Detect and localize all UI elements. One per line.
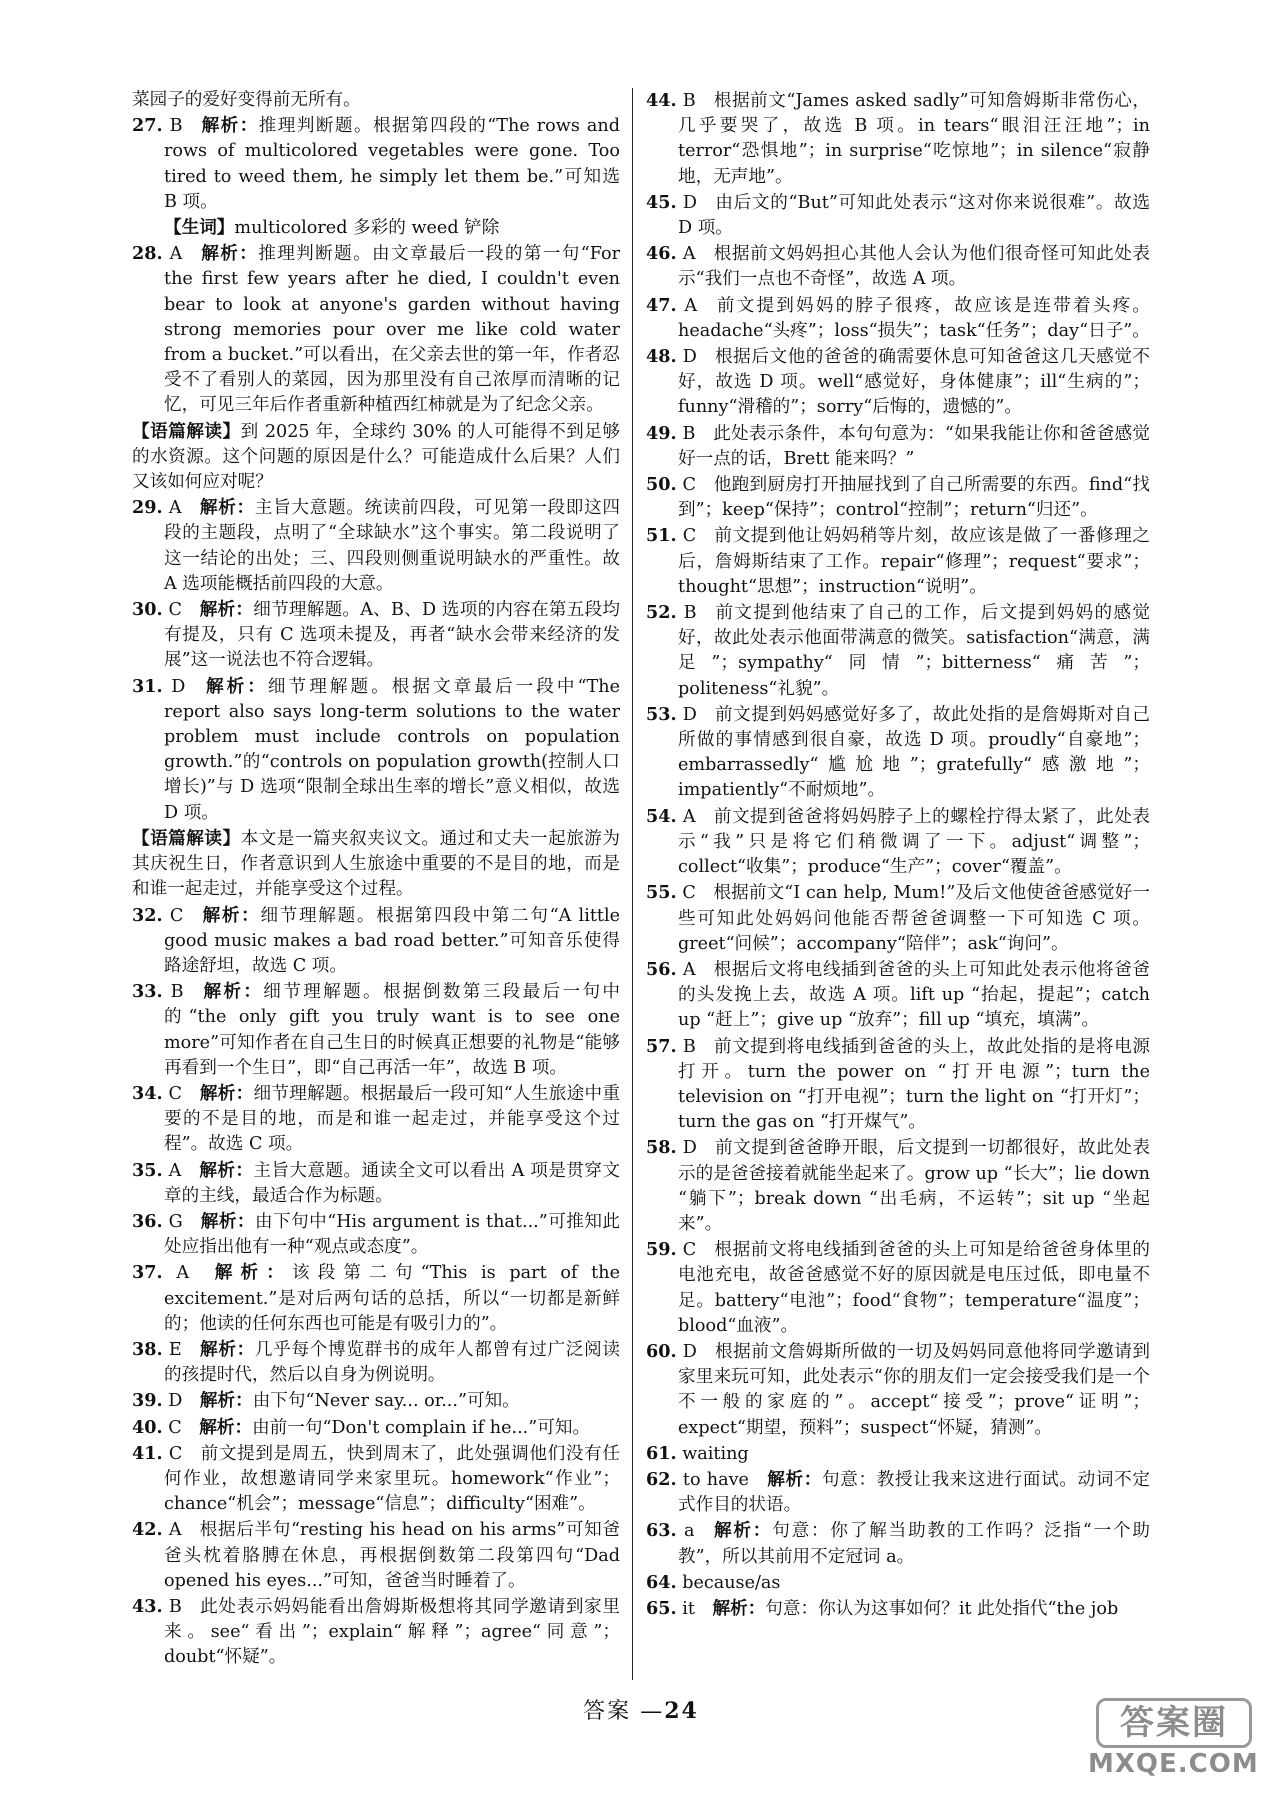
answer-choice: C — [682, 475, 696, 496]
explanation-text: 此处表示妈妈能看出詹姆斯极想将其同学邀请到家里来。see“看出”；explain“解释”；agree“同意”；doubt“怀疑”。 — [164, 1596, 620, 1668]
answer-choice: B — [682, 91, 696, 111]
question-number: 31. — [132, 675, 163, 697]
explanation-text: 该段第二句“This is part of the excitement.”是对后两句话的总括，所以“一切都是新鲜的；他读的任何东西也可能是有吸引力的”。 — [164, 1263, 620, 1334]
explanation-text: multicolored 多彩的 weed 铲除 — [234, 218, 500, 239]
answer-item — [646, 1518, 1150, 1569]
answer-choice: C — [682, 1240, 697, 1261]
answer-choice: D — [682, 1341, 697, 1362]
explanation-text: 句意：你了解当助教的工作吗？泛指“一个助教”，所以其前用不定冠词 a。 — [678, 1521, 1150, 1567]
answer-item — [132, 1441, 620, 1518]
explanation-text: 推理判断题。根据第四段的“The rows and rows of multicolored vegetables were gone. Too tired to weed them, he simply let them be.”可知选 B 项。 — [164, 116, 620, 212]
answer-item — [646, 88, 1150, 190]
answer-choice: C — [682, 883, 696, 904]
question-number: 55. — [646, 882, 677, 904]
answer-item — [132, 979, 620, 1081]
explanation-text: 前文提到妈妈感觉好多了，故此处指的是詹姆斯对自己所做的事情感到很自豪，故选 D 项。proudly“自豪地”；embarrassedly“尴尬地”；gratefully“感激地”；impatiently“不耐烦地”。 — [678, 704, 1150, 801]
analysis-label: 解析： — [200, 115, 259, 137]
right-items — [646, 88, 1150, 1622]
answer-item — [646, 1441, 1150, 1467]
question-number: 39. — [132, 1390, 163, 1412]
explanation-text: 细节理解题。A、B、D 选项的内容在第五段均有提及，只有 C 选项未提及，再者“缺水会带来经济的发展”这一说法也不符合逻辑。 — [164, 600, 620, 671]
answer-choice: D — [682, 192, 698, 213]
answer-item — [132, 1415, 620, 1441]
explanation-text: 由后文的“But”可知此处表示“这对你来说很难”。故选 D 项。 — [678, 192, 1150, 239]
analysis-label: 解析： — [199, 1416, 253, 1438]
explanation-text: 根据前文妈妈担心其他人会认为他们很奇怪可知此处表示“我们一点也不奇怪”，故选 A 项。 — [678, 244, 1150, 290]
answer-item — [646, 421, 1150, 472]
question-number: 64. — [646, 1571, 677, 1593]
left-items — [132, 113, 620, 1670]
answer-item — [646, 600, 1150, 702]
question-number: 41. — [132, 1442, 163, 1464]
explanation-text: 前文提到妈妈的脖子很疼，故应该是连带着头疼。headache“头疼”；loss“损失”；task“任务”；day“日子”。 — [678, 295, 1150, 341]
answer-item — [132, 113, 620, 215]
footer-dash: — — [640, 1699, 665, 1724]
answer-choice: A — [682, 244, 696, 265]
question-number: 43. — [132, 1595, 163, 1617]
explanation-text: 前文提到是周五，快到周末了，此处强调他们没有任何作业，故想邀请同学来家里玩。homework“作业”；chance“机会”；message“信息”；difficulty“困难”。 — [164, 1443, 620, 1515]
analysis-label: 解析： — [199, 243, 259, 265]
answer-item — [646, 472, 1150, 523]
explanation-text: 根据后文将电线插到爸爸的头上可知此处表示他将爸爸的头发挽上去，故选 A 项。lift up “抬起，提起”；catch up “赶上”；give up “放弃”；fill up “填充，填满”。 — [678, 959, 1150, 1031]
question-number: 52. — [646, 602, 677, 624]
question-number: 57. — [646, 1035, 677, 1057]
question-number: 30. — [132, 599, 163, 621]
answer-choice: G — [168, 1211, 183, 1232]
answer-choice: D — [171, 676, 186, 697]
column-divider — [632, 88, 633, 1680]
answer-item — [646, 1570, 1150, 1596]
explanation-text: 细节理解题。根据第四段中第二句“A little good music makes a bad road better.”可知音乐使得路途舒坦，故选 C 项。 — [164, 905, 620, 976]
question-number: 47. — [646, 294, 677, 316]
answer-item — [132, 1337, 620, 1388]
analysis-label: 解析： — [200, 1210, 255, 1232]
answer-item — [646, 241, 1150, 292]
answer-choice: A — [682, 806, 696, 827]
question-number: 38. — [132, 1338, 163, 1360]
answer-item — [646, 190, 1150, 241]
question-number: 40. — [132, 1416, 163, 1438]
explanation-text: 根据后半句“resting his head on his arms”可知爸爸头枕着胳膊在休息，再根据倒数第二段第四句“Dad opened his eyes...”可知，爸爸当时睡着了。 — [164, 1520, 620, 1591]
explanation-text: 推理判断题。由文章最后一段的第一句“For the first few years after he died, I couldn't even bear to look at anyone's garden without having strong memories pour over me like cold water from a bucket.”可以看出，在父亲去世的第一年，作者忍受不了看别人的菜园，因为那里没有自己浓厚而清晰的记忆，可见三年后作者重新种植西红柿就是为了纪念父亲。 — [164, 244, 620, 416]
explanation-text: 前文提到他让妈妈稍等片刻，故应该是做了一番修理之后，詹姆斯结束了工作。repair“修理”；request“要求”；thought“思想”；instruction“说明”。 — [678, 526, 1150, 597]
analysis-label: 解析： — [202, 675, 268, 697]
question-number: 48. — [646, 346, 677, 368]
answer-item — [132, 1594, 620, 1671]
answer-choice: D — [168, 1391, 183, 1412]
question-number: 58. — [646, 1137, 677, 1159]
explanation-text: 细节理解题。根据最后一段可知“人生旅途中重要的不是目的地，而是和谁一起走过，并能享受这个过程”。故选 C 项。 — [164, 1083, 620, 1155]
passage-summary — [132, 826, 620, 903]
section-tag: 【语篇解读】 — [132, 827, 241, 849]
answer-choice: B — [168, 1596, 182, 1617]
explanation-text: 前文提到爸爸睁开眼，后文提到一切都很好，故此处表示的是爸爸接着就能坐起来了。grow up “长大”；lie down “躺下”；break down “出毛病，不运转”；sit up “坐起来”。 — [678, 1138, 1150, 1234]
answer-choice: E — [168, 1339, 182, 1360]
explanation-text: 主旨大意题。通读全文可以看出 A 项是贯穿文章的主线，最适合作为标题。 — [164, 1160, 620, 1206]
answer-choice: to have — [682, 1469, 749, 1490]
explanation-text: 由下句“Never say... or...”可知。 — [252, 1391, 520, 1412]
question-number: 45. — [646, 191, 677, 213]
watermark-logo-url: MXQE.COM — [1088, 1749, 1259, 1779]
answer-item — [646, 702, 1150, 804]
answer-item — [646, 1339, 1150, 1441]
answer-item — [132, 1158, 620, 1209]
explanation-text: 几乎每个博览群书的成年人都曾有过广泛阅读的孩提时代，然后以自身为例说明。 — [164, 1339, 620, 1386]
explanation-text: 前文提到将电线插到爸爸的头上，故此处指的是将电源打开。turn the power on “打开电源”；turn the television on “打开电视”；turn the light on “打开灯”；turn the gas on “打开煤气”。 — [678, 1036, 1150, 1133]
explanation-text: 根据前文詹姆斯所做的一切及妈妈同意他将同学邀请到家里来玩可知，此处表示“你的朋友们一定会接受我们是一个不一般的家庭的”。accept“接受”；prove“证明”；expect“期望，预料”；suspect“怀疑，猜测”。 — [678, 1341, 1150, 1438]
answer-item — [646, 880, 1150, 957]
answer-choice: because/as — [682, 1572, 781, 1593]
answer-choice: A — [169, 244, 183, 265]
explanation-text: 此处表示条件，本句句意为：“如果我能让你和爸爸感觉好一点的话，Brett 能来吗？” — [678, 423, 1150, 469]
explanation-text: 根据前文将电线插到爸爸的头上可知是给爸爸身体里的电池充电，故爸爸感觉不好的原因就是电压过低，即电量不足。battery“电池”；food“食物”；temperature“温度”；blood“血液”。 — [678, 1240, 1150, 1336]
question-number: 49. — [646, 422, 677, 444]
answer-choice: C — [168, 600, 182, 621]
answer-item — [646, 1237, 1150, 1339]
answer-choice: B — [170, 982, 184, 1003]
question-number: 28. — [132, 243, 163, 265]
section-tag: 【生词】 — [164, 217, 235, 239]
analysis-label: 解析： — [199, 497, 255, 519]
answer-choice: B — [682, 423, 696, 444]
question-number: 34. — [132, 1082, 163, 1104]
answer-item — [132, 495, 620, 597]
question-number: 65. — [646, 1597, 677, 1619]
explanation-text: 本文是一篇夹叙夹议文。通过和丈夫一起旅游为其庆祝生日，作者意识到人生旅途中重要的不是目的地，而是和谁一起走过，并能享受这个过程。 — [132, 828, 620, 900]
explanation-text: 句意：教授让我来这进行面试。动词不定式作目的状语。 — [678, 1469, 1150, 1516]
question-number: 50. — [646, 474, 677, 496]
answer-item — [132, 1517, 620, 1594]
answer-choice: A — [682, 959, 696, 980]
analysis-label: 解析： — [712, 1520, 773, 1542]
watermark-logo-icon: 答案圈 — [1096, 1698, 1252, 1748]
answer-choice: A — [168, 1160, 182, 1181]
question-number: 62. — [646, 1468, 677, 1490]
analysis-label: 解析： — [712, 1597, 766, 1619]
explanation-text: 由下句中“His argument is that...”可推知此处应指出他有一种“观点或态度”。 — [164, 1211, 620, 1258]
analysis-label: 解析： — [199, 1338, 255, 1360]
answer-choice: C — [682, 526, 697, 547]
question-number: 42. — [132, 1519, 163, 1541]
explanation-text: 前文提到爸爸将妈妈脖子上的螺栓拧得太紧了，此处表示“我”只是将它们稍微调了一下。adjust“调整”；collect“收集”；produce“生产”；cover“覆盖”。 — [678, 806, 1150, 878]
answer-item — [646, 1034, 1150, 1136]
footer-label: 答案 — [583, 1699, 632, 1724]
passage-summary — [132, 419, 620, 496]
answer-item — [132, 1209, 620, 1260]
answer-choice: D — [682, 1138, 697, 1159]
explanation-text: 前文提到他结束了自己的工作，后文提到妈妈的感觉好，故此处表示他面带满意的微笑。satisfaction“满意，满足”；sympathy“同情”；bitterness“痛苦”；politeness“礼貌”。 — [678, 603, 1150, 699]
answer-choice: D — [682, 704, 697, 725]
vocab-note — [132, 215, 620, 241]
question-number: 29. — [132, 497, 163, 519]
answer-item — [132, 674, 620, 826]
intro-text: 菜园子的爱好变得前无所有。 — [132, 90, 361, 110]
watermark-logo — [1088, 1698, 1258, 1782]
question-number: 27. — [132, 115, 163, 137]
answer-choice: C — [168, 1083, 182, 1104]
section-tag: 【语篇解读】 — [132, 420, 241, 442]
question-number: 54. — [646, 805, 677, 827]
right-column — [646, 88, 1150, 1622]
answer-item — [132, 241, 620, 418]
left-column — [132, 88, 620, 1671]
question-number: 35. — [132, 1159, 163, 1181]
answer-choice: A — [168, 498, 182, 519]
answer-item — [646, 523, 1150, 600]
question-number: 53. — [646, 703, 677, 725]
answer-choice: D — [682, 347, 697, 368]
explanation-text: 他跑到厨房打开抽屉找到了自己所需要的东西。find“找到”；keep“保持”；control“控制”；return“归还”。 — [678, 475, 1150, 521]
answer-item — [646, 1596, 1150, 1622]
page-number: 24 — [664, 1698, 699, 1724]
answer-item — [132, 1081, 620, 1158]
answer-choice: C — [168, 1417, 182, 1438]
answer-item — [646, 344, 1150, 421]
question-number: 33. — [132, 981, 163, 1003]
analysis-label: 解析： — [766, 1468, 822, 1490]
answer-item — [132, 903, 620, 980]
question-number: 37. — [132, 1262, 163, 1284]
answer-choice: B — [682, 1036, 696, 1057]
answer-item — [646, 804, 1150, 881]
answer-item — [132, 1388, 620, 1414]
answer-choice: it — [682, 1598, 695, 1619]
question-number: 63. — [646, 1520, 677, 1542]
question-number: 56. — [646, 958, 677, 980]
explanation-text: 细节理解题。根据倒数第三段最后一句中的“the only gift you truly want is to see one more”可知作者在自己生日的时候真正想要的礼物是“能够再看到一个生日”，即“自己再活一年”，故选 B 项。 — [164, 982, 620, 1078]
answer-choice: a — [684, 1521, 695, 1542]
explanation-text: 根据前文“James asked sadly”可知詹姆斯非常伤心，几乎要哭了，故选 B 项。in tears“眼泪汪汪地”；in terror“恐惧地”；in surprise“吃惊地”；in silence“寂静地，无声地”。 — [678, 91, 1150, 187]
analysis-label: 解析： — [206, 1262, 292, 1284]
analysis-label: 解析： — [201, 981, 264, 1003]
answer-choice: B — [169, 116, 183, 137]
question-number: 59. — [646, 1239, 677, 1261]
question-number: 51. — [646, 525, 677, 547]
answer-item — [132, 1260, 620, 1337]
analysis-label: 解析： — [199, 1082, 254, 1104]
explanation-text: 到 2025 年，全球约 30% 的人可能得不到足够的水资源。这个问题的原因是什么？可能造成什么后果？人们又该如何应对呢？ — [132, 421, 620, 493]
answer-item — [646, 957, 1150, 1034]
answer-choice: B — [683, 603, 697, 624]
explanation-text: 细节理解题。根据文章最后一段中“The report also says long-term solutions to the water problem must include controls on population growth.”的“controls on population growth(控制人口增长)”与 D 选项“限制全球出生率的增长”意义相似，故选 D 项。 — [164, 676, 620, 823]
explanation-text: 句意：你认为这事如何？it 此处指代“the job — [765, 1598, 1119, 1619]
explanation-text: 根据前文“I can help, Mum!”及后文他使爸爸感觉好一些可知此处妈妈问他能否帮爸爸调整一下可知选 C 项。greet“问候”；accompany“陪伴”；ask“询问”。 — [678, 883, 1150, 954]
analysis-label: 解析： — [199, 599, 254, 621]
answer-choice: waiting — [682, 1443, 749, 1464]
explanation-text: 由前一句“Don't complain if he...”可知。 — [252, 1417, 591, 1438]
answer-item — [132, 597, 620, 674]
question-number: 61. — [646, 1442, 677, 1464]
question-number: 32. — [132, 904, 163, 926]
answer-item — [646, 293, 1150, 344]
answer-choice: A — [684, 295, 698, 316]
answer-choice: A — [176, 1263, 190, 1284]
analysis-label: 解析： — [198, 1159, 254, 1181]
analysis-label: 解析： — [200, 904, 261, 926]
answer-item — [646, 1467, 1150, 1518]
question-number: 44. — [646, 90, 677, 111]
answer-choice: A — [168, 1520, 182, 1541]
answer-choice: C — [168, 1443, 183, 1464]
question-number: 60. — [646, 1340, 677, 1362]
explanation-text: 根据后文他的爸爸的确需要休息可知爸爸这几天感觉不好，故选 D 项。well“感觉好，身体健康”；ill“生病的”；funny“滑稽的”；sorry“后悔的，遗憾的”。 — [678, 347, 1150, 418]
answer-item — [646, 1135, 1150, 1237]
answer-choice: C — [169, 905, 184, 926]
explanation-text: 主旨大意题。统读前四段，可见第一段即这四段的主题段，点明了“全球缺水”这个事实。第二段说明了这一结论的出处；三、四段则侧重说明缺水的严重性。故 A 选项能概括前四段的大意。 — [164, 498, 620, 594]
question-number: 36. — [132, 1210, 163, 1232]
question-number: 46. — [646, 243, 677, 265]
analysis-label: 解析： — [199, 1390, 253, 1412]
